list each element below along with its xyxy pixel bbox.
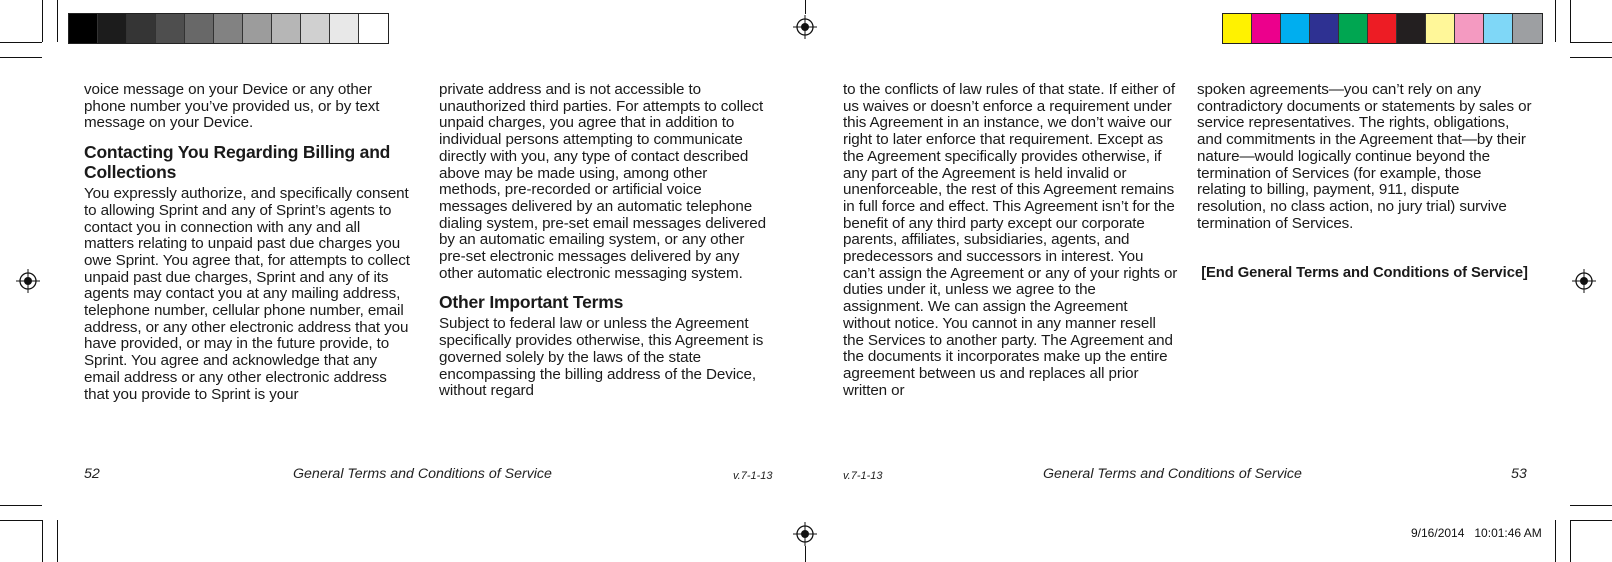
color-swatch [69,14,98,43]
other-terms-heading: Other Important Terms [439,292,624,313]
right-page-column-2 [1197,82,1532,283]
col1-lead-paragraph: voice message on your Device or any other phone number you’ve provided us, or by text message on your Device. [84,81,380,132]
col4-body-paragraph: spoken agreements—you can’t rely on any contradictory documents or statements by sales or service representatives. The rights, obligations, and commitments in the Agreement that—by their nature—would logically continue beyond the termination of Services (for example, those relating to billing, payment, 911, dispute resolution, no class action, no jury trial) survive termination of Services. [1197,81,1532,232]
color-swatch [1426,14,1455,43]
crop-mark [1570,520,1571,562]
col3-body-paragraph: to the conflicts of law rules of that state. If either of us waives or doesn’t enforce a requirement under this Agreement in an instance, we don’t waive our right to later enforce that requirement. Except as the Agreement specifically provides otherwise, if any part of the Agreement is held invalid or unenforceable, the rest of this Agreement remains in full force and effect. This Agreement isn’t for the benefit of any third party except our corporate parents, affiliates, subsidiaries, agents, and predecessors and successors in interest. You can’t assign the Agreement or any of your rights or duties under it, unless we agree to the assignment. We can assign the Agreement without notice. You cannot in any manner resell the Services to another party. The Agreement and the documents it incorporates make up the entire agreement between us and replaces all prior written or [843,81,1178,399]
color-swatch [1397,14,1426,43]
fold-mark [805,0,806,14]
crop-mark [57,0,58,42]
right-footer-version: v.7-1-13 [843,470,883,482]
registration-mark-icon [793,15,817,39]
left-page-column-1 [84,82,414,403]
color-swatch [1223,14,1252,43]
crop-mark [1555,520,1556,562]
color-swatch [1281,14,1310,43]
color-swatch [98,14,127,43]
col2-body-paragraph: Subject to federal law or unless the Agreement specifically provides otherwise, this Agreement is governed solely by the laws of the state encompassing the billing address of the Device, without regard [439,315,764,400]
crop-mark [42,0,43,42]
registration-mark-icon [16,269,40,293]
col1-body-paragraph: You expressly authorize, and specifically consent to allowing Sprint and any of Sprint’s agents to contact you in connection with any and all matters relating to unpaid past due charges you owe Sprint. You agree that, for attempts to collect unpaid past due charges, Sprint and any of its agents may contact you at any mailing address, telephone number, cellular phone number, email address, or any other electronic address that you have provided, or may in the future provide, to Sprint. You agree and acknowledge that any email address or any other electronic address that you provide to Sprint is your [84,185,410,403]
color-swatch [1310,14,1339,43]
crop-mark [57,520,58,562]
crop-mark [1570,0,1571,42]
right-page-number: 53 [1511,466,1527,482]
left-footer-title: General Terms and Conditions of Service [293,466,552,482]
crop-mark [0,57,42,58]
print-timestamp: 9/16/2014 10:01:46 AM [1411,526,1542,540]
left-footer-version: v.7-1-13 [733,470,773,482]
crop-mark [1570,42,1612,43]
grayscale-swatches [68,13,389,44]
crop-mark [1570,505,1612,506]
color-swatch [330,14,359,43]
color-swatch [243,14,272,43]
color-swatch [272,14,301,43]
left-page-column-2 [439,82,772,400]
fold-mark [805,546,806,562]
color-swatch [156,14,185,43]
billing-collections-heading: Contacting You Regarding Billing and Collections [84,142,391,183]
col2-lead-paragraph: private address and is not accessible to unauthorized third parties. For attempts to collect unpaid charges, you agree that in addition to individual persons attempting to communicate directly with you, any type of contact described above may be made using, among other methods, pre-recorded or artificial voice messages delivered by an automatic telephone dialing system, pre-set email messages delivered by an automatic emailing system, or any other pre-set electronic messages delivered by any other automatic electronic messaging system. [439,81,766,282]
color-swatch [127,14,156,43]
crop-mark [42,520,43,562]
crop-mark [0,42,42,43]
crop-mark [1555,0,1556,42]
color-swatch [1252,14,1281,43]
registration-mark-icon [1572,269,1596,293]
crop-mark [0,520,42,521]
color-swatch [185,14,214,43]
registration-mark-icon [793,522,817,546]
crop-mark [0,505,42,506]
left-page-number: 52 [84,466,100,482]
color-swatch [1455,14,1484,43]
crop-mark [1570,57,1612,58]
color-swatch [1368,14,1397,43]
color-swatch [359,14,388,43]
color-swatch [1339,14,1368,43]
right-page-column-1 [843,82,1178,399]
color-swatch [1513,14,1542,43]
end-note: [End General Terms and Conditions of Service] [1201,265,1528,282]
color-swatches [1222,13,1543,44]
right-footer-title: General Terms and Conditions of Service [1043,466,1302,482]
color-swatch [301,14,330,43]
color-swatch [214,14,243,43]
crop-mark [1570,520,1612,521]
color-swatch [1484,14,1513,43]
